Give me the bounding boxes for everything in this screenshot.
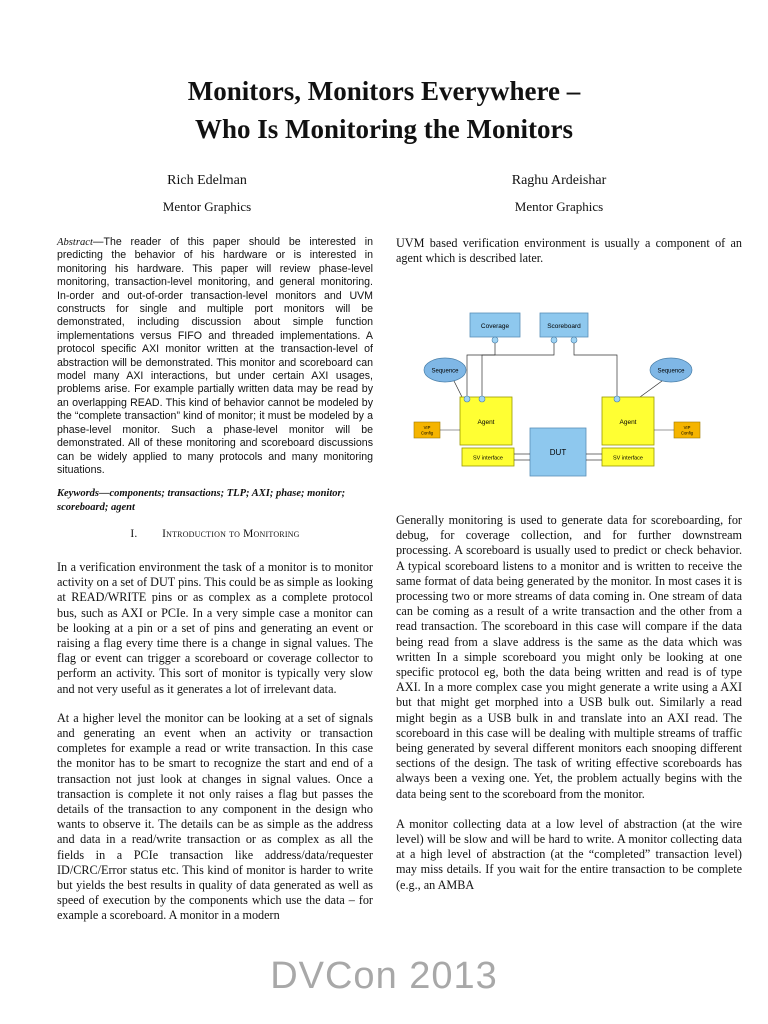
author-block-1 <box>97 168 317 220</box>
vip-config-right-line-2: Config <box>680 430 694 436</box>
author-name-2: Raghu Ardeishar <box>511 173 607 188</box>
right-column-body <box>396 513 742 908</box>
agent-right-port <box>614 396 620 402</box>
title-line-1: Monitors, Monitors Everywhere – <box>187 76 581 106</box>
left-column-body <box>57 560 373 938</box>
abstract-label: Abstract <box>57 237 93 248</box>
agent-left-port-a <box>464 396 470 402</box>
abstract <box>57 236 373 477</box>
section-number: I. <box>130 528 138 540</box>
agent-right-label: Agent <box>619 419 637 426</box>
sv-interface-right-label: SV interface <box>613 455 643 462</box>
section-title: Introduction to Monitoring <box>162 528 300 540</box>
right-column-intro: UVM based verification environment is usually a component of an agent which is described later. <box>396 236 742 266</box>
uvm-environment-diagram <box>412 300 712 484</box>
abstract-text: —The reader of this paper should be interested in predicting the behavior of his hardware or is interested in monitoring his hardware. This paper will review phase-level monitoring, transaction-level monitoring, and general monitoring. In-order and out-of-order transaction-level monitors and UVM constructs for single and multiple port monitors will be demonstrated, including discussion about simple function implementations versus FIFO and threaded implementations. A protocol specific AXI monitor written at the transaction-level of abstraction will be demonstrated. This monitor and scoreboard can model many AXI interactions, but under certain AXI usages, problems arise. For example partially written data may be read by an overlapping READ. This kind of behavior cannot be modeled by the “complete transaction” kind of monitor; it must be modeled by a phase-level monitor. Such a phase-level monitor will be demonstrated. All of these monitoring and scoreboard discussions can be widely applied to many protocols and many monitoring situations. <box>57 236 373 476</box>
vip-config-left-line-1: VIP <box>423 425 431 430</box>
sequence-left-label: Sequence <box>431 368 459 375</box>
vip-config-left-line-2: Config <box>420 430 434 436</box>
vip-config-right-line-1: VIP <box>683 425 691 430</box>
author-affiliation-1: Mentor Graphics <box>162 199 252 214</box>
paragraph: Generally monitoring is used to generate data for scoreboarding, for debug, for coverage collection, and for further downstream processing. A scoreboard is usually used to predict or check behavior. A typical scoreboard listens to a monitor and is written to receive the same format of data being generated by the monitor. In most cases it is processing two or more streams of data coming in. One stream of data can be coming as a result of a write transaction and the other from a read transaction. The scoreboard in this case will compare if the data being read from a slave address is the same as the data which was written In a simple scoreboard you might only be looking at one specific protocol eg, both the data being written and read is of type AXI. In a more complex case you might generate a write using a AXI but that might get morphed into a USB bulk out. Similarly a read might begin as a USB bulk in and translate into an AXI read. The scoreboard in this case will be dealing with multiple streams of traffic being generated by several different monitors each snooping different sections of the design. The task of writing effective scoreboards has always been a vexing one. Yet, the problem actually begins with the data being sent to the scoreboard from the monitor. <box>396 513 742 801</box>
section-heading <box>57 528 373 540</box>
agent-left-port-b <box>479 396 485 402</box>
conference-watermark: DVCon 2013 <box>270 955 498 997</box>
sequence-right-label: Sequence <box>657 368 685 375</box>
dut-label: DUT <box>549 448 567 457</box>
scoreboard-port-left <box>551 337 557 343</box>
scoreboard-port-right <box>571 337 577 343</box>
agent-left-label: Agent <box>477 419 495 426</box>
coverage-port <box>492 337 498 343</box>
paper-title <box>0 72 768 148</box>
author-affiliation-2: Mentor Graphics <box>514 199 604 214</box>
paragraph: A monitor collecting data at a low level of abstraction (at the wire level) will be slow and will be hard to write. A monitor collecting data at a high level of abstraction (at the “completed” transaction level) may miss details. If you wait for the entire transaction to be complete (e.g., an AMBA <box>396 816 742 892</box>
author-block-2 <box>449 168 669 220</box>
keywords: Keywords—components; transactions; TLP; AXI; phase; monitor; scoreboard; agent <box>57 488 346 513</box>
sv-interface-left-label: SV interface <box>473 455 503 462</box>
title-line-2: Who Is Monitoring the Monitors <box>195 114 573 144</box>
coverage-label: Coverage <box>480 323 510 330</box>
author-name-1: Rich Edelman <box>167 173 247 188</box>
paragraph: At a higher level the monitor can be looking at a set of signals and generating an event when an activity or transaction completes for example a read or write transaction. In this case the monitor has to be smart to recognize the start and end of a transaction not just look at changes in signal values. Once a transaction is complete it not only raises a flag but passes the details of the transaction to any component in the design who wants to observe it. The details can be as simple as the address and data in a read/write transaction or as complex as all the fields in a PCIe transaction like address/data/requester ID/CRC/Error status etc. This kind of monitor is harder to write but yields the best results in quality of data generated as well as speed of execution by the components which use the data – for example a scoreboard. A monitor in a modern <box>57 710 373 923</box>
scoreboard-label: Scoreboard <box>547 323 581 330</box>
paragraph: In a verification environment the task of a monitor is to monitor activity on a set of DUT pins. This could be as simple as looking at READ/WRITE pins or as complex as a complete protocol bus, such as AXI or PCIe. In a very simple case a monitor can be looking at a pin or a set of pins and generating an event or raising a flag every time there is a change in signal values. The flag or event can trigger a scoreboard or coverage collector to perform an activity. This sort of monitor is typically very slow and not very useful as it generates a lot of irrelevant data. <box>57 560 373 696</box>
